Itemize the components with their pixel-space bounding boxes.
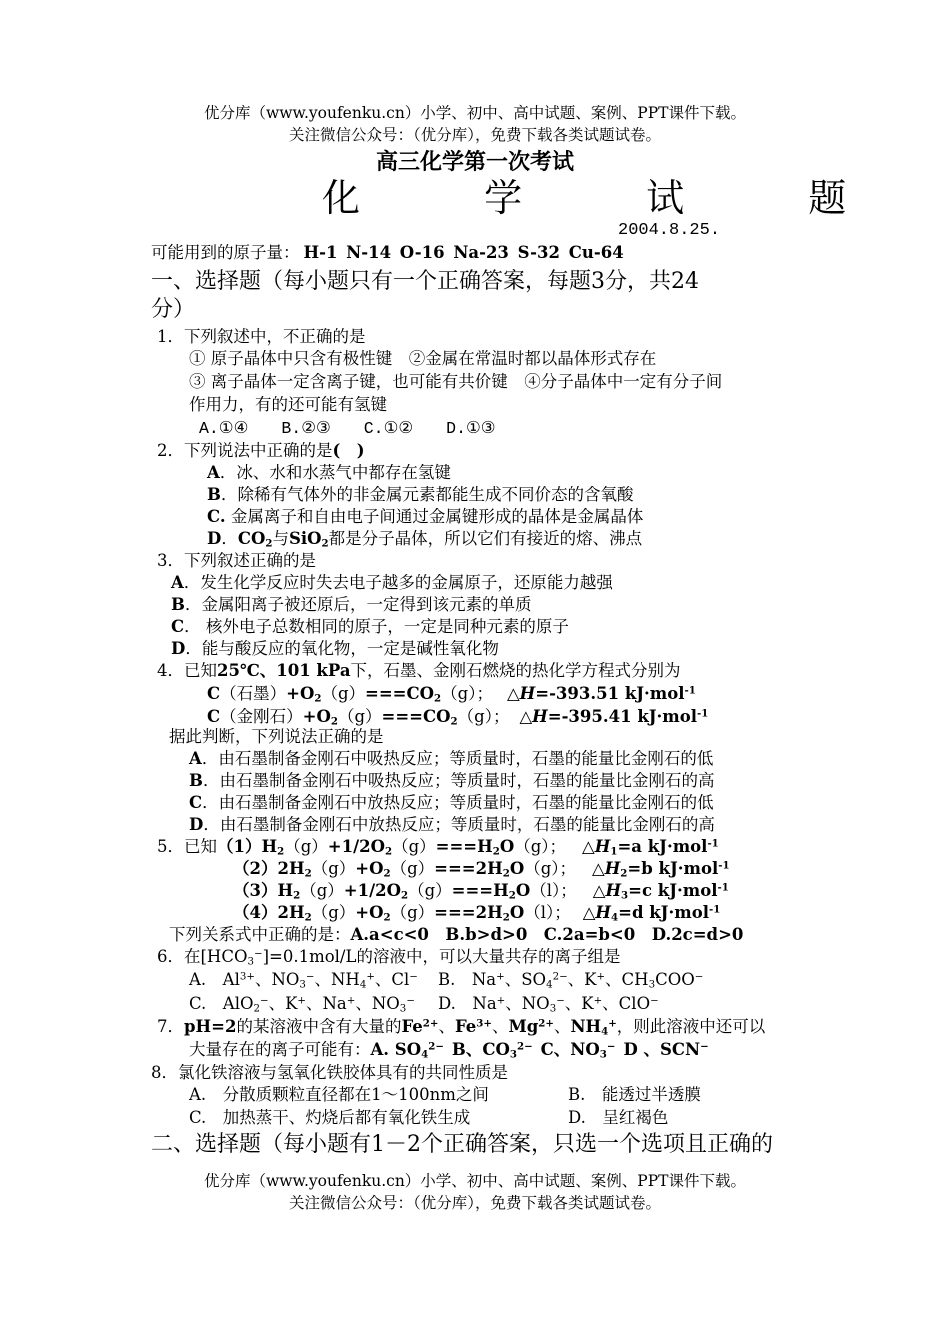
question-2-option-b: B．除稀有气体外的非金属元素都能生成不同价态的含氧酸 [207,485,634,504]
question-5-equation-4: $(4)2H_2(g)+O_2(g)===2H_2O(l)$； $\triangle H_4=d$ kJ·mol$^{-1}$ [233,903,721,924]
question-5-equation-3: $(3)H_2(g)+1/2O_2(g)===H_2O(l)$； $\triangle H_3=c$ kJ·mol$^{-1}$ [233,881,729,902]
exam-subtitle: 化 学 试 题 [322,176,903,220]
question-6-stem: 6．在$[HCO_3^-]=0.1mol/L$的溶液中，可以大量共存的离子组是 [157,947,621,968]
footer-line-1: 优分库（www.youfenku.cn）小学、初中、高中试题、案例、PPT课件下载。 [203,1172,747,1190]
question-7-stem: 7．pH=2的某溶液中含有大量的$Fe^{2+}$、$Fe^{3+}$、$Mg^{2+}$、$NH_4^+$，则此溶液中还可以 [157,1017,766,1038]
question-4-stem: 4．已知25℃、101 kPa下，石墨、金刚石燃烧的热化学方程式分别为 [157,661,681,680]
question-4-equation-graphite: C（石墨）$+O_2(g)===CO_2(g)$； △H=-393.51 kJ·mol$^{-1}$ [207,684,696,705]
question-8-option-c: C. 加热蒸干、灼烧后都有氧化铁生成 [189,1108,471,1127]
question-6-option-b: B. Na+、$SO_4^{2-}$、K+、$CH_3COO^-$ [438,970,704,991]
question-4-option-d: D．由石墨制备金刚石中放热反应；等质量时，石墨的能量比金刚石的高 [189,815,715,834]
exam-date: 2004.8.25. [618,221,721,240]
question-3-stem: 3．下列叙述正确的是 [157,551,316,570]
question-2-option-c: C. 金属离子和自由电子间通过金属键形成的晶体是金属晶体 [207,507,644,526]
header-line-2: 关注微信公众号：（优分库），免费下载各类试题试卷。 [288,126,661,144]
question-4-equation-diamond: C（金刚石）$+O_2(g)===CO_2(g)$； △H=-395.41 kJ·mol$^{-1}$ [207,707,709,728]
question-1-options: A.①④ B.②③ C.①② D.①③ [199,419,496,438]
footer-line-2: 关注微信公众号：（优分库），免费下载各类试题试卷。 [288,1194,661,1212]
question-5-equation-1: 5．已知$(1)H_2(g)+1/2O_2(g)===H_2O(g)$； $\triangle H_1=a$ kJ·mol$^{-1}$ [157,837,719,858]
question-3-option-a: A．发生化学反应时失去电子越多的金属原子，还原能力越强 [171,573,613,592]
question-2-stem: 2．下列说法中正确的是( ) [157,441,365,460]
question-4-judge: 据此判断，下列说法正确的是 [169,727,384,746]
atomic-masses: 可能用到的原子量： H-1 N-14 O-16 Na-23 S-32 Cu-64 [151,243,624,262]
question-7-options: 大量存在的离子可能有：A. $SO_4^{2-}$ B、$CO_3^{2-}$ C、$NO_3^-$ D 、SCN− [189,1040,709,1061]
question-4-option-c: C．由石墨制备金刚石中放热反应；等质量时，石墨的能量比金刚石的低 [189,793,714,812]
question-8-option-d: D. 呈红褐色 [568,1108,669,1127]
exam-title: 高三化学第一次考试 [375,149,574,175]
question-4-option-a: A．由石墨制备金刚石中吸热反应；等质量时，石墨的能量比金刚石的低 [189,749,714,768]
question-6-option-c: C. AlO$_2$−、K+、Na+、$NO_3^-$ [189,994,415,1015]
section-1-heading-cont: 分） [151,297,196,322]
question-1-stem: 1．下列叙述中，不正确的是 [157,327,366,346]
header-line-1: 优分库（www.youfenku.cn）小学、初中、高中试题、案例、PPT课件下载。 [203,104,747,122]
question-1-statement-3: 作用力，有的还可能有氢键 [189,395,387,414]
question-6-option-d: D. Na+、$NO_3^-$、K+、ClO− [438,994,659,1015]
question-2-option-a: A．冰、水和水蒸气中都存在氢键 [207,463,451,482]
question-8-stem: 8．氯化铁溶液与氢氧化铁胶体具有的共同性质是 [151,1063,508,1082]
question-3-option-b: B．金属阳离子被还原后，一定得到该元素的单质 [171,595,532,614]
section-2-heading: 二、选择题（每小题有1－2个正确答案，只选一个选项且正确的 [151,1132,773,1157]
question-4-option-b: B．由石墨制备金刚石中吸热反应；等质量时，石墨的能量比金刚石的高 [189,771,715,790]
question-8-option-a: A. 分散质颗粒直径都在1～100nm之间 [189,1085,489,1104]
question-2-option-d: D．$CO_2$与SiO$_2$都是分子晶体，所以它们有接近的熔、沸点 [207,529,643,550]
question-1-statement-2: ③ 离子晶体一定含离子键，也可能有共价键 ④分子晶体中一定有分子间 [189,372,723,391]
question-3-option-c: C． 核外电子总数相同的原子，一定是同种元素的原子 [171,617,569,636]
question-8-option-b: B. 能透过半透膜 [568,1085,701,1104]
question-6-options-ab: A. $Al^{3+}$、$NO_3^-$、$NH_4^+$、Cl− [189,970,418,991]
question-3-option-d: D．能与酸反应的氧化物，一定是碱性氧化物 [171,639,499,658]
section-1-heading: 一、选择题（每小题只有一个正确答案，每题3分，共24 [151,269,699,294]
question-1-statement-1: ① 原子晶体中只含有极性键 ②金属在常温时都以晶体形式存在 [189,349,657,368]
question-5-relations: 下列关系式中正确的是：A.a<c<0 B.b>d>0 C.2a=b<0 D.2c=d>0 [169,925,744,944]
question-5-equation-2: $(2)2H_2(g)+O_2(g)===2H_2O(g)$； $\triangle H_2=b$ kJ·mol$^{-1}$ [233,859,730,880]
